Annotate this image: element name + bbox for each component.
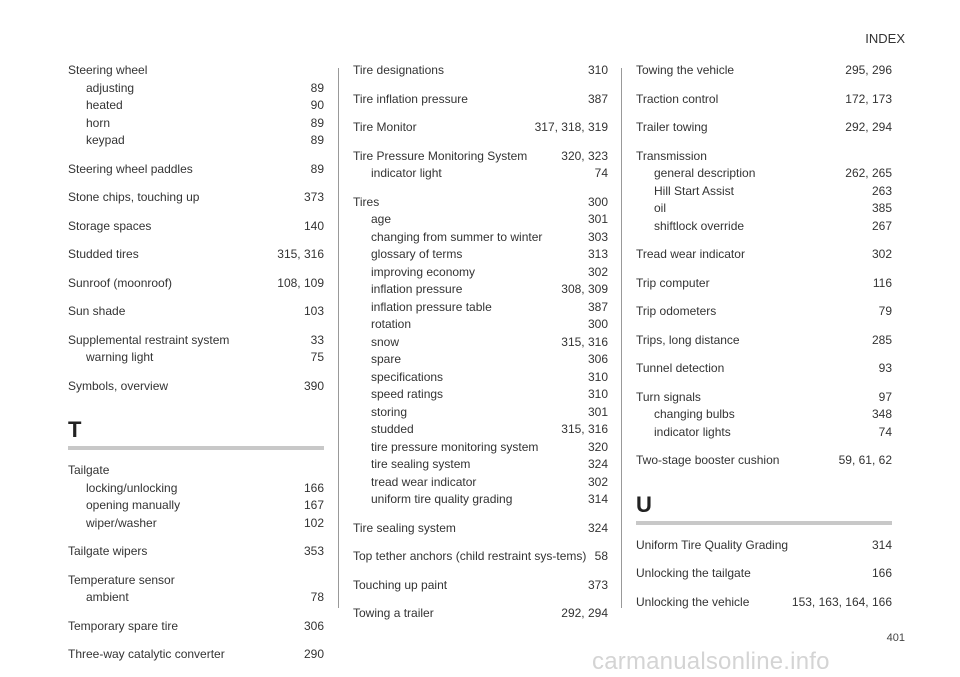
- index-subentry: [636, 200, 892, 218]
- index-subentry: [68, 497, 324, 515]
- index-subentry-page: 89: [310, 115, 324, 130]
- index-entry-page: 153, 163, 164, 166: [791, 594, 892, 609]
- index-subentry-label: indicator light: [371, 166, 442, 180]
- index-entry-line: [636, 565, 892, 583]
- index-subentry: [353, 211, 608, 229]
- index-entry-label: Stone chips, touching up: [68, 190, 200, 204]
- index-entry-label: Storage spaces: [68, 218, 152, 233]
- index-subentry-page: 262, 265: [845, 166, 892, 180]
- index-entry: [353, 194, 608, 509]
- index-entry-page: 59, 61, 62: [838, 453, 892, 467]
- index-subentry-label: speed ratings: [371, 387, 444, 401]
- index-entry-label: Symbols, overview: [68, 378, 169, 393]
- index-entry-label: Traction control: [636, 91, 719, 106]
- index-entry-line: [68, 543, 324, 561]
- index-subentry-label: changing from summer to winter: [371, 229, 543, 244]
- index-subentry-label: horn: [86, 115, 111, 130]
- index-subentry-page: 301: [587, 404, 608, 419]
- index-entry: [353, 577, 608, 595]
- index-entry: [353, 548, 608, 566]
- index-subentry-page: 89: [310, 133, 324, 147]
- index-subentry-label: keypad: [86, 133, 125, 147]
- index-entry-page: 300: [587, 194, 608, 209]
- index-subentry-page: 387: [587, 299, 608, 314]
- index-subentry-page: 314: [587, 492, 608, 506]
- index-subentry-page: 310: [587, 387, 608, 401]
- index-entry-label: Towing a trailer: [353, 606, 434, 620]
- index-subentry-page: 315, 316: [561, 334, 608, 349]
- index-subentry-label: snow: [371, 334, 400, 349]
- index-entry: [68, 378, 324, 396]
- index-entry-line: [68, 161, 324, 179]
- index-entry-line: [68, 303, 324, 321]
- index-entry-line: [353, 119, 608, 137]
- index-subentry: [353, 334, 608, 352]
- index-entry-label: Transmission: [636, 148, 707, 163]
- index-subentry: [353, 165, 608, 183]
- index-subentry: [353, 299, 608, 317]
- index-subentry: [353, 456, 608, 474]
- index-subentry-label: spare: [371, 352, 402, 366]
- index-subentry-page: 74: [878, 424, 892, 439]
- index-subentry-label: studded: [371, 422, 414, 436]
- index-entry-page: 302: [871, 247, 892, 261]
- index-subentry-label: wiper/washer: [86, 515, 157, 530]
- index-entry-label: Steering wheel paddles: [68, 161, 193, 176]
- index-entry-line: [68, 378, 324, 396]
- index-entry-label: Two-stage booster cushion: [636, 453, 780, 467]
- index-subentry-page: 313: [587, 247, 608, 261]
- index-subentry: [68, 349, 324, 367]
- index-entry-label: Turn signals: [636, 389, 701, 404]
- index-entry-line: [353, 148, 608, 166]
- index-subentry: [353, 246, 608, 264]
- index-entry: [636, 91, 892, 109]
- index-entry: [68, 275, 324, 293]
- index-entry: [68, 246, 324, 264]
- index-entry-label: Tire Monitor: [353, 120, 417, 134]
- index-subentry-page: 320: [587, 439, 608, 454]
- section-letter: U: [636, 491, 652, 517]
- index-subentry-label: ambient: [86, 590, 129, 604]
- column-divider: [621, 68, 622, 608]
- watermark: carmanualsonline.info: [592, 648, 830, 675]
- index-subentry-label: heated: [86, 98, 123, 112]
- index-subentry: [636, 218, 892, 236]
- index-entry-line: [636, 360, 892, 378]
- index-subentry-label: inflation pressure table: [371, 299, 492, 314]
- index-entry-line: [636, 537, 892, 555]
- index-entry: [68, 618, 324, 636]
- index-entry-page: 103: [303, 304, 324, 318]
- index-column-2: [353, 62, 608, 623]
- index-subentry-label: glossary of terms: [371, 247, 463, 261]
- index-entry-line: [68, 646, 324, 664]
- index-entry: [68, 303, 324, 321]
- index-entry: [68, 189, 324, 207]
- index-subentry: [353, 491, 608, 509]
- index-entry-line: [353, 577, 608, 595]
- index-entry: [636, 594, 892, 612]
- index-entry-page: 292, 294: [561, 606, 608, 620]
- index-entry: [353, 605, 608, 623]
- index-subentry-page: 302: [587, 264, 608, 279]
- index-entry-label: Studded tires: [68, 247, 139, 261]
- index-entry-label: Unlocking the vehicle: [636, 594, 750, 609]
- index-entry: [636, 565, 892, 583]
- index-entry-line: [353, 605, 608, 623]
- index-subentry-label: adjusting: [86, 80, 135, 95]
- page-header-title: INDEX: [865, 31, 905, 46]
- index-entry-page: 285: [871, 332, 892, 347]
- index-entry-label: Tire Pressure Monitoring System: [353, 148, 528, 163]
- index-entry: [68, 62, 324, 150]
- index-entry-label: Temporary spare tire: [68, 618, 179, 633]
- index-entry-page: 292, 294: [845, 120, 892, 134]
- index-subentry: [353, 351, 608, 369]
- index-entry-label: Supplemental restraint system: [68, 332, 230, 347]
- index-subentry-page: 348: [871, 407, 892, 421]
- index-entry-label: Three-way catalytic converter: [68, 647, 225, 661]
- index-entry-page: 315, 316: [277, 247, 324, 261]
- index-entry-label: Trips, long distance: [636, 332, 740, 347]
- index-entry-line: [636, 594, 892, 612]
- index-subentry-page: 74: [594, 166, 608, 180]
- index-subentry-label: oil: [654, 201, 667, 215]
- index-entry-line: [68, 618, 324, 636]
- index-entry-line: [68, 572, 324, 590]
- index-entry-page: 317, 318, 319: [534, 120, 608, 134]
- index-entry-page: 387: [587, 91, 608, 106]
- index-entry-page: 166: [871, 566, 892, 580]
- index-entry-line: [353, 194, 608, 212]
- index-column-1: [68, 62, 324, 664]
- index-entry-page: 93: [878, 361, 892, 375]
- index-entry-page: 116: [872, 275, 892, 290]
- index-entry-label: Tailgate: [68, 463, 110, 477]
- index-subentry: [68, 80, 324, 98]
- index-subentry: [353, 264, 608, 282]
- index-entry-line: [636, 91, 892, 109]
- index-entry-label: Tailgate wipers: [68, 544, 148, 558]
- index-entry-label: Tire sealing system: [353, 520, 456, 535]
- index-subentry-label: tire pressure monitoring system: [371, 439, 539, 454]
- index-subentry-label: general description: [654, 166, 756, 180]
- index-subentry-page: 75: [310, 350, 324, 364]
- index-subentry-page: 303: [587, 229, 608, 244]
- index-subentry: [353, 439, 608, 457]
- index-entry-line: [636, 452, 892, 470]
- index-entry: [636, 246, 892, 264]
- index-entry: [68, 572, 324, 607]
- section-rule: [68, 446, 324, 450]
- index-entry: [636, 303, 892, 321]
- index-subentry-label: shiftlock override: [654, 218, 745, 233]
- index-subentry-page: 78: [310, 590, 324, 604]
- index-subentry-page: 385: [871, 201, 892, 215]
- index-entry-page: 33: [310, 332, 324, 347]
- index-subentry-label: locking/unlocking: [86, 480, 178, 495]
- index-entry: [636, 452, 892, 470]
- index-entry: [636, 119, 892, 137]
- index-subentry-page: 166: [303, 480, 324, 495]
- index-entry: [68, 462, 324, 532]
- index-entry-label: Tire inflation pressure: [353, 91, 468, 106]
- index-subentry-label: uniform tire quality grading: [371, 492, 513, 506]
- index-subentry-label: inflation pressure: [371, 282, 463, 296]
- index-entry-page: 320, 323: [561, 148, 608, 163]
- index-entry: [68, 161, 324, 179]
- index-subentry: [353, 421, 608, 439]
- index-entry-line: [636, 303, 892, 321]
- index-subentry: [68, 97, 324, 115]
- index-entry-page: 290: [303, 647, 324, 661]
- index-entry-line: [68, 62, 324, 80]
- index-entry: [68, 543, 324, 561]
- index-entry-line: [353, 548, 608, 566]
- index-entry-line: [68, 275, 324, 293]
- index-subentry-label: age: [371, 212, 392, 226]
- index-entry-label: Tread wear indicator: [636, 247, 745, 261]
- index-entry-label: Sun shade: [68, 304, 126, 318]
- index-subentry: [68, 589, 324, 607]
- index-entry-line: [636, 275, 892, 293]
- index-entry-line: [68, 189, 324, 207]
- index-subentry-label: improving economy: [371, 264, 476, 279]
- index-entry: [636, 360, 892, 378]
- index-subentry: [353, 316, 608, 334]
- index-subentry-label: specifications: [371, 369, 444, 384]
- index-entry-page: 353: [303, 544, 324, 558]
- index-subentry: [636, 406, 892, 424]
- index-subentry-label: tread wear indicator: [371, 474, 477, 489]
- index-subentry: [353, 404, 608, 422]
- index-entry: [636, 148, 892, 236]
- index-entry: [636, 275, 892, 293]
- index-subentry-label: Hill Start Assist: [654, 183, 735, 198]
- index-subentry-label: storing: [371, 404, 408, 419]
- index-entry-label: Touching up paint: [353, 577, 448, 592]
- index-entry-line: [353, 91, 608, 109]
- index-entry-label: Temperature sensor: [68, 572, 175, 587]
- index-entry-line: [636, 389, 892, 407]
- index-subentry-label: changing bulbs: [654, 407, 735, 421]
- index-entry-label: Top tether anchors (child restraint sys-tems): [353, 549, 587, 563]
- index-subentry: [68, 115, 324, 133]
- index-entry: [68, 218, 324, 236]
- index-subentry-page: 263: [871, 183, 892, 198]
- index-entry-page: 373: [587, 577, 608, 592]
- index-entry-page: 324: [587, 520, 608, 535]
- index-entry-label: Tunnel detection: [636, 361, 725, 375]
- section-rule: [636, 521, 892, 525]
- index-subentry: [353, 281, 608, 299]
- index-entry-label: Towing the vehicle: [636, 63, 735, 77]
- index-subentry: [68, 480, 324, 498]
- index-entry-line: [636, 62, 892, 80]
- index-subentry: [68, 132, 324, 150]
- index-subentry-page: 167: [303, 498, 324, 512]
- index-subentry: [636, 424, 892, 442]
- index-entry-page: 108, 109: [277, 275, 324, 290]
- index-entry-page: 89: [310, 161, 324, 176]
- index-entry-line: [68, 462, 324, 480]
- index-entry-page: 310: [587, 63, 608, 77]
- index-subentry-page: 302: [587, 474, 608, 489]
- letter-section-u: [636, 492, 892, 612]
- index-subentry-label: indicator lights: [654, 424, 731, 439]
- index-subentry: [636, 165, 892, 183]
- index-subentry-page: 308, 309: [561, 282, 608, 296]
- index-entry: [353, 520, 608, 538]
- index-subentry: [353, 386, 608, 404]
- index-entry: [353, 91, 608, 109]
- index-subentry-page: 102: [303, 515, 324, 530]
- index-entry-line: [636, 148, 892, 166]
- column-divider: [338, 68, 339, 608]
- section-letter: T: [68, 417, 82, 442]
- letter-section-t: [68, 417, 324, 664]
- index-entry-label: Trip computer: [636, 275, 710, 290]
- index-entry: [636, 332, 892, 350]
- index-entry-line: [68, 218, 324, 236]
- index-entry-page: 306: [303, 618, 324, 633]
- index-subentry-page: 315, 316: [561, 422, 608, 436]
- index-entry: [68, 332, 324, 367]
- index-entry-label: Tire designations: [353, 63, 444, 77]
- index-subentry-label: opening manually: [86, 498, 181, 512]
- index-entry-page: 373: [303, 190, 324, 204]
- index-subentry-page: 89: [310, 80, 324, 95]
- index-subentry: [68, 515, 324, 533]
- index-entry-page: 97: [878, 389, 892, 404]
- index-entry-page: 295, 296: [845, 63, 892, 77]
- index-entry-line: [353, 520, 608, 538]
- index-subentry: [353, 369, 608, 387]
- index-entry-label: Trip odometers: [636, 304, 717, 318]
- index-entry-page: 314: [871, 537, 892, 552]
- index-subentry-page: 306: [587, 352, 608, 366]
- index-entry-page: 390: [303, 378, 324, 393]
- index-entry: [353, 62, 608, 80]
- index-entry: [636, 537, 892, 555]
- index-entry-line: [68, 332, 324, 350]
- index-subentry-page: 90: [310, 98, 324, 112]
- index-entry-line: [636, 332, 892, 350]
- index-subentry-page: 301: [587, 212, 608, 226]
- page-number: 401: [886, 632, 905, 644]
- index-entry-label: Sunroof (moonroof): [68, 275, 173, 290]
- index-subentry-label: tire sealing system: [371, 457, 471, 471]
- index-entry-line: [353, 62, 608, 80]
- index-entry: [68, 646, 324, 664]
- index-subentry-page: 324: [587, 457, 608, 471]
- index-entry-line: [636, 119, 892, 137]
- index-entry-label: Unlocking the tailgate: [636, 566, 751, 580]
- index-subentry: [353, 474, 608, 492]
- index-entry-label: Uniform Tire Quality Grading: [636, 537, 789, 552]
- index-subentry-page: 267: [871, 218, 892, 233]
- index-entry-page: 58: [594, 549, 608, 563]
- index-subentry: [636, 183, 892, 201]
- index-column-3: [636, 62, 892, 611]
- index-entry: [353, 148, 608, 183]
- index-entry-page: 140: [303, 218, 324, 233]
- index-entry-page: 172, 173: [845, 91, 892, 106]
- index-subentry-page: 310: [587, 369, 608, 384]
- index-subentry: [353, 229, 608, 247]
- index-subentry-label: rotation: [371, 317, 412, 331]
- index-entry-label: Tires: [353, 194, 380, 209]
- index-entry-label: Trailer towing: [636, 120, 708, 134]
- index-entry: [636, 389, 892, 442]
- index-subentry-label: warning light: [86, 350, 154, 364]
- index-entry-line: [636, 246, 892, 264]
- index-entry: [636, 62, 892, 80]
- index-entry-label: Steering wheel: [68, 63, 148, 77]
- index-entry-page: 79: [878, 304, 892, 318]
- index-entry: [353, 119, 608, 137]
- index-subentry-page: 300: [587, 317, 608, 331]
- index-entry-line: [68, 246, 324, 264]
